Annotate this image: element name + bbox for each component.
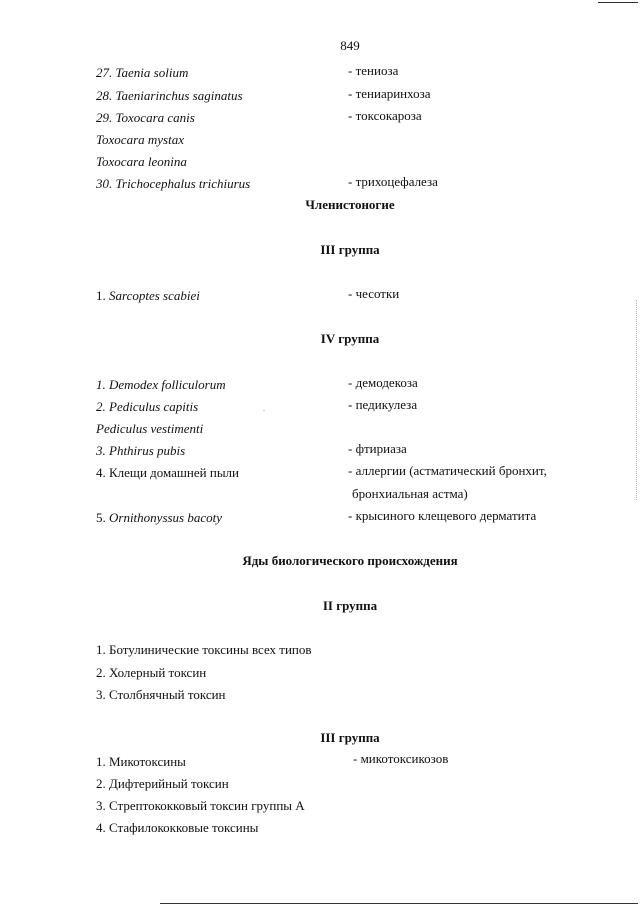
latin-name: Pediculus vestimenti [96,421,204,436]
list-item: 2. Дифтерийный токсин [96,776,229,791]
list-item: 3. Стрептококковый токсин группы А [96,798,305,813]
latin-name: Taenia solium [115,65,189,80]
scan-edge-line [636,300,637,500]
latin-name: Demodex folliculorum [109,377,226,392]
list-item: 30. Trichocephalus trichiurus [96,176,251,191]
disease-name: - крысиного клещевого дерматита [348,508,537,523]
scan-edge-line [160,903,638,904]
disease-name: - тениоза [348,63,399,78]
list-item: 2. Холерный токсин [96,665,207,680]
disease-name: - педикулеза [348,397,418,412]
latin-name: Trichocephalus trichiurus [115,176,251,191]
page-number: 849 [340,38,360,53]
latin-name: Sarcoptes scabiei [109,288,200,303]
latin-name: Phthirus pubis [109,443,186,458]
latin-name: Toxocara canis [115,110,195,125]
list-item: 5. Ornithonyssus bacoty [96,510,223,525]
latin-name: Toxocara mystax [96,132,184,147]
group-heading: III группа [320,242,380,257]
disease-name-continued: бронхиальная астма) [352,486,468,501]
list-item: 27. Taenia solium [96,65,189,80]
section-heading: Членистоногие [305,197,395,212]
disease-name: - микотоксикозов [353,751,449,766]
group-heading: IV группа [320,331,380,346]
disease-name: - демодекоза [348,375,418,390]
list-item: 4. Стафилококковые токсины [96,820,259,835]
list-item: 1. Sarcoptes scabiei [96,288,200,303]
disease-name: - токсокароза [348,108,422,123]
section-heading: Яды биологического происхождения [242,553,458,568]
group-heading: III группа [320,730,380,745]
latin-name: Pediculus capitis [109,399,199,414]
disease-name: - тениаринхоза [348,86,431,101]
disease-name: - чесотки [348,286,400,301]
list-item: 3. Phthirus pubis [96,443,186,458]
list-item: 1. Микотоксины [96,754,186,769]
list-item: 29. Toxocara canis [96,110,195,125]
latin-name: Ornithonyssus bacoty [109,510,223,525]
latin-name: Taeniarinchus saginatus [115,88,243,103]
group-heading: II группа [322,598,378,613]
disease-name: - аллергии (астматический бронхит, [348,463,547,478]
list-item: 1. Ботулинические токсины всех типов [96,642,312,657]
list-item: 3. Столбнячный токсин [96,687,226,702]
scan-speck [263,410,265,411]
list-item: 2. Pediculus capitis [96,399,199,414]
scan-edge-line [598,2,638,3]
disease-name: - фтириаза [348,441,407,456]
list-item: 1. Demodex folliculorum [96,377,226,392]
list-item: 4. Клещи домашней пыли [96,465,239,480]
disease-name: - трихоцефалеза [348,174,438,189]
item-name: Клещи домашней пыли [109,465,239,480]
list-item: 28. Taeniarinchus saginatus [96,88,243,103]
latin-name: Toxocara leonina [96,154,187,169]
